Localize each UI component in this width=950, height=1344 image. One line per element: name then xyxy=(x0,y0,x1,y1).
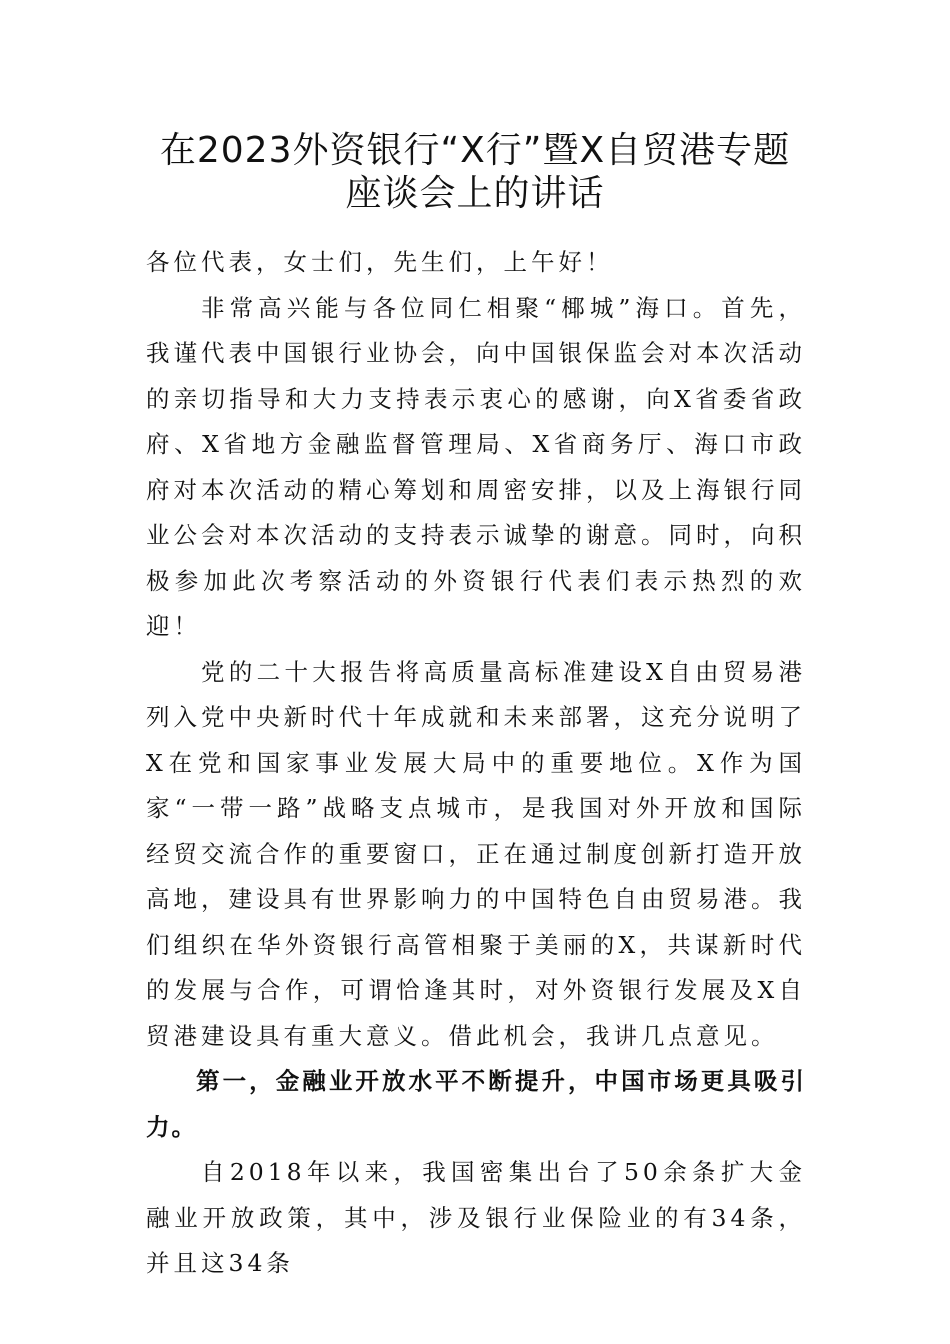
paragraph-1: 非常高兴能与各位同仁相聚“椰城”海口。首先，我谨代表中国银行业协会，向中国银保监会对本次活动的亲切指导和大力支持表示衷心的感谢，向X省委省政府、X省地方金融监督管理局、X省商务厅、海口市政府对本次活动的精心筹划和周密安排，以及上海银行同业公会对本次活动的支持表示诚挚的谢意。同时，向积极参加此次考察活动的外资银行代表们表示热烈的欢迎！ xyxy=(146,293,806,640)
paragraph-3: 自2018年以来，我国密集出台了50余条扩大金融业开放政策，其中，涉及银行业保险业的有34条，并且这34条 xyxy=(146,1158,806,1277)
document-title-line-2: 座谈会上的讲话 xyxy=(345,173,605,214)
greeting: 各位代表，女士们，先生们，上午好！ xyxy=(146,248,614,276)
document-body xyxy=(146,240,806,1287)
document-title-line-1: 在2023外资银行“X行”暨X自贸港专题 xyxy=(159,130,791,171)
paragraph-2: 党的二十大报告将高质量高标准建设X自由贸易港列入党中央新时代十年成就和未来部署，这充分说明了X在党和国家事业发展大局中的重要地位。X作为国家“一带一路”战略支点城市，是我国对外开放和国际经贸交流合作的重要窗口，正在通过制度创新打造开放高地，建设具有世界影响力的中国特色自由贸易港。我们组织在华外资银行高管相聚于美丽的X，共谋新时代的发展与合作，可谓恰逢其时，对外资银行发展及X自贸港建设具有重大意义。借此机会，我讲几点意见。 xyxy=(146,657,806,1050)
section-heading-1: 第一，金融业开放水平不断提升，中国市场更具吸引力。 xyxy=(146,1067,806,1141)
